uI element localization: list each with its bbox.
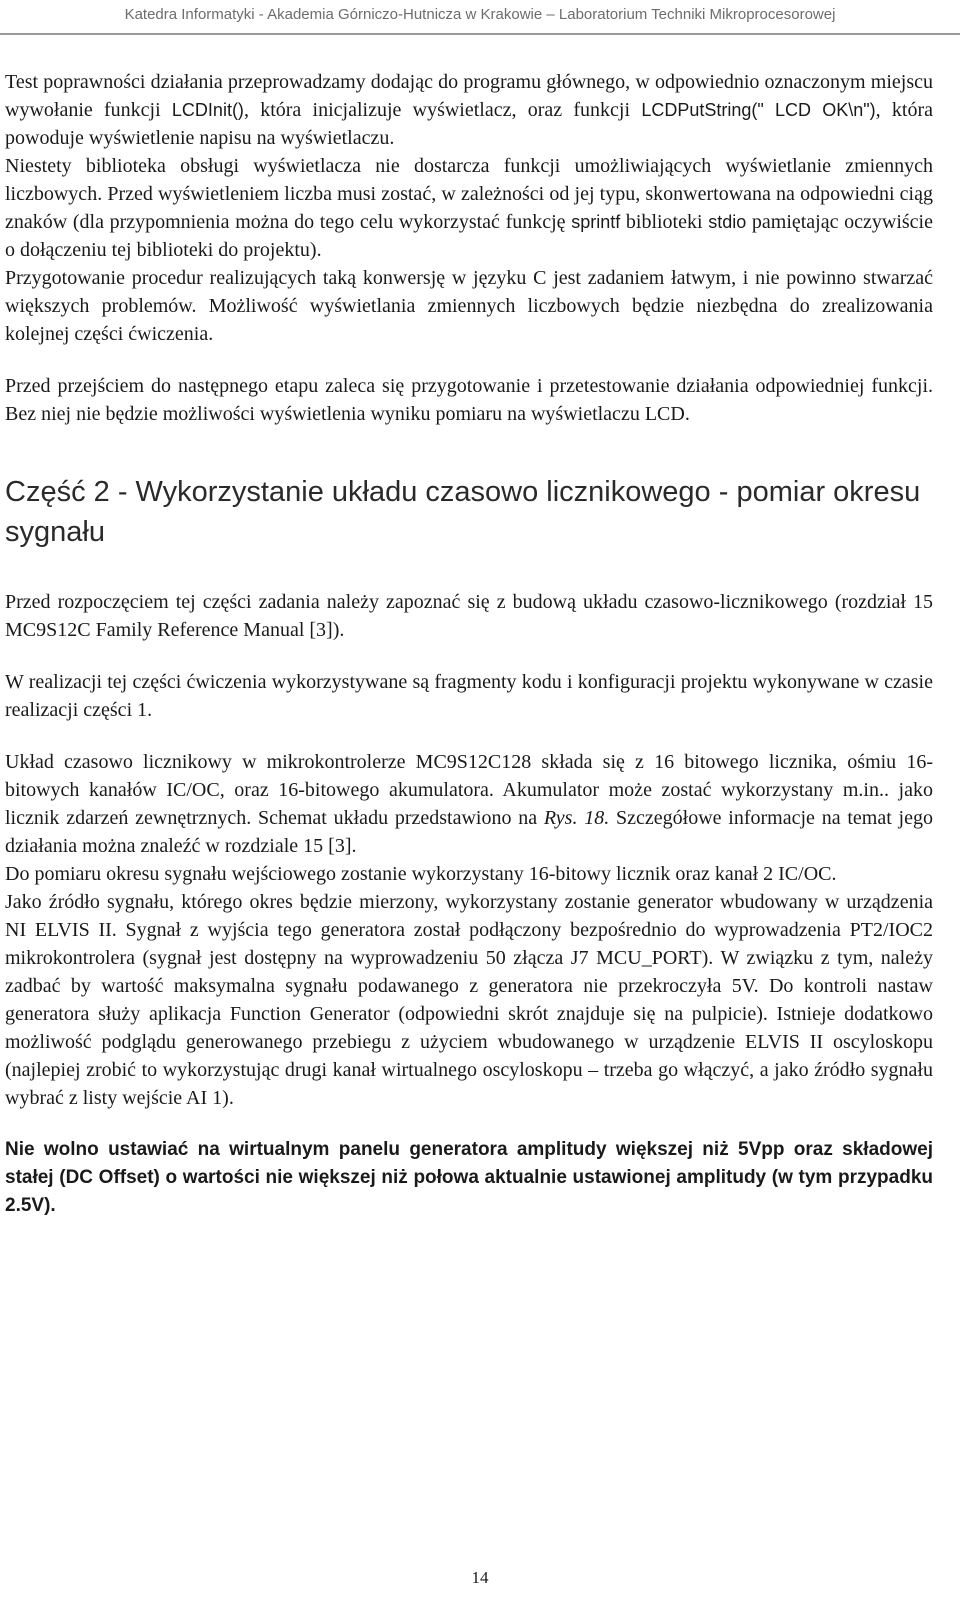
- paragraph-before-next-stage: Przed przejściem do następnego etapu zaleca się przygotowanie i przetestowanie działania odpowiedniej funkcji. Bez niej nie będzie możliwości wyświetlenia wyniku pomiaru na wyświetlaczu LCD.: [5, 375, 933, 425]
- spacer: [5, 348, 933, 372]
- text-span: , która powoduje wyświetlenie napisu na wyświetlaczu.: [5, 99, 934, 149]
- spacer: [5, 552, 933, 588]
- document-body: [5, 68, 933, 1220]
- spacer: [5, 724, 933, 748]
- paragraph-period-measurement: Do pomiaru okresu sygnału wejściowego zostanie wykorzystany 16-bitowy licznik oraz kanał 2 IC/OC.: [5, 863, 837, 885]
- paragraph-conversion-procedures: Przygotowanie procedur realizujących taką konwersję w języku C jest zadaniem łatwym, i nie powinno stwarzać większych problemów. Możliwość wyświetlania zmiennych liczbowych będzie niezbędna do zrealizowania kolejnej części ćwiczenia.: [5, 267, 933, 345]
- header-divider: [0, 33, 960, 35]
- text-span: pamiętając oczywiście o dołączeniu tej biblioteki do projektu).: [5, 211, 933, 261]
- page-header: Katedra Informatyki - Akademia Górniczo-Hutnicza w Krakowie – Laboratorium Techniki Mikroprocesorowej: [124, 6, 836, 23]
- code-stdio: stdio: [708, 212, 747, 232]
- code-sprintf: sprintf: [571, 212, 621, 232]
- warning-paragraph: Nie wolno ustawiać na wirtualnym panelu generatora amplitudy większej niż 5Vpp oraz składowej stałej (DC Offset) o wartości nie większej niż połowa aktualnie ustawionej amplitudy (w tym przypadku 2.5V).: [5, 1139, 933, 1216]
- code-lcdputstring: LCDPutString(" LCD OK\n"): [641, 100, 876, 120]
- paragraph-number-conversion: [5, 152, 933, 264]
- paragraph-lcd-test: [5, 68, 933, 152]
- text-span: , która inicjalizuje wyświetlacz, oraz funkcji: [243, 99, 642, 121]
- page-number: 14: [471, 1568, 489, 1587]
- text-span: biblioteki: [620, 211, 709, 233]
- text-span: Układ czasowo licznikowy w mikrokontrolerze MC9S12C128 składa się z 16 bitowego licznika, ośmiu 16-bitowych kanałów IC/OC, oraz 16-bitowego akumulatora. Akumulator może zostać wykorzystany m.in.. jako licznik zdarzeń zewnętrznych. Schemat układu przedstawiono na: [5, 751, 933, 829]
- spacer: [5, 1112, 933, 1136]
- text-span: Test poprawności działania przeprowadzamy dodając do programu głównego, w odpowiednio oznaczonym miejscu wywołanie funkcji: [5, 71, 933, 121]
- spacer: [5, 428, 933, 472]
- spacer: [5, 644, 933, 668]
- code-lcdinit: LCDInit(): [171, 100, 244, 120]
- paragraph-signal-source: Jako źródło sygnału, którego okres będzie mierzony, wykorzystany zostanie generator wbudowany w urządzenia NI ELVIS II. Sygnał z wyjścia tego generatora został podłączony bezpośrednio do wyprowadzenia PT2/IOC2 mikrokontrolera (sygnał jest dostępny na wyprowadzeniu 50 złącza J7 MCU_PORT). W związku z tym, należy zadbać by wartość maksymalna sygnału podawanego z generatora nie przekroczyła 5V. Do kontroli nastaw generatora służy aplikacja Function Generator (odpowiedni skrót znajduje się na pulpicie). Istnieje dodatkowo możliwość podglądu generowanego przebiegu z użyciem wbudowanego w urządzenie ELVIS II oscyloskopu (najlepiej zrobić to wykorzystując drugi kanał wirtualnego oscyloskopu – trzeba go włączyć, a jako źródło sygnału wybrać z listy wejście AI 1).: [5, 891, 933, 1109]
- text-span: Szczegółowe informacje na temat jego działania można znaleźć w rozdziale 15 [3].: [5, 807, 933, 857]
- paragraph-code-reuse: W realizacji tej części ćwiczenia wykorzystywane są fragmenty kodu i konfiguracji projektu wykonywane w czasie realizacji części 1.: [5, 671, 933, 721]
- figure-reference: Rys. 18.: [543, 807, 610, 829]
- text-span: Niestety biblioteka obsługi wyświetlacza nie dostarcza funkcji umożliwiających wyświetlanie zmiennych liczbowych. Przed wyświetleniem liczba musi zostać, w zależności od jej typu, skonwertowana na odpowiedni ciąg znaków (dla przypomnienia można do tego celu wykorzystać funkcję: [5, 155, 933, 233]
- section-heading: Część 2 - Wykorzystanie układu czasowo licznikowego - pomiar okresu sygnału: [5, 476, 921, 548]
- paragraph-timer-description: [5, 748, 933, 860]
- paragraph-intro-timer: Przed rozpoczęciem tej części zadania należy zapoznać się z budową układu czasowo-licznikowego (rozdział 15 MC9S12C Family Reference Manual [3]).: [5, 591, 933, 641]
